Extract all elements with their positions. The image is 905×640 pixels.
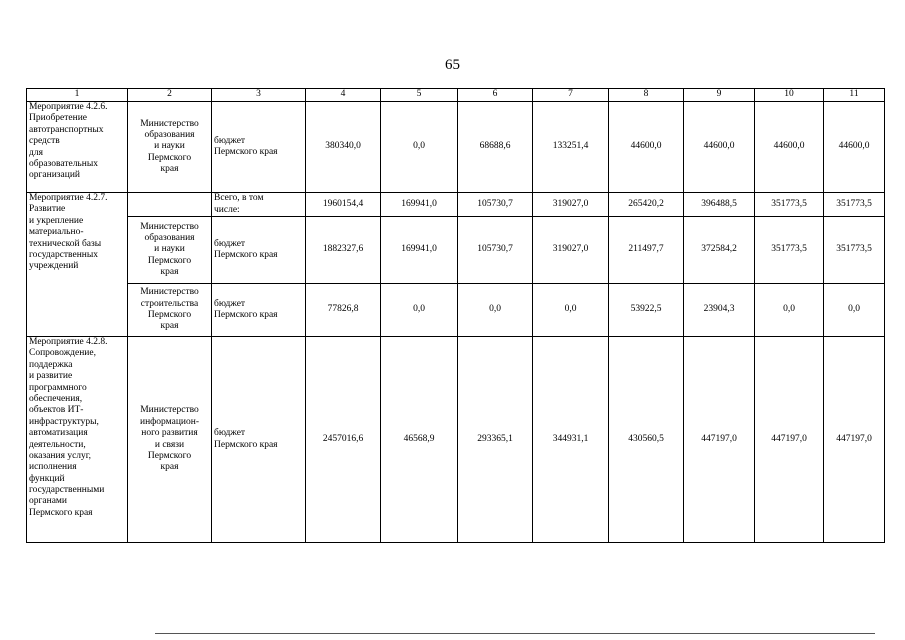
executor-cell: Министерство образования и науки Пермского края [128,102,212,193]
value-cell: 351773,5 [824,217,885,284]
value-cell: 265420,2 [609,193,684,217]
page-number: 65 [445,57,460,73]
col-header-8: 8 [609,89,684,102]
executor-cell: Министерство образования и науки Пермского края [128,217,212,284]
value-cell: 1960154,4 [306,193,381,217]
col-header-9: 9 [684,89,755,102]
value-cell: 447197,0 [684,337,755,543]
value-cell: 447197,0 [824,337,885,543]
value-cell: 105730,7 [458,193,533,217]
value-cell: 211497,7 [609,217,684,284]
source-cell: бюджет Пермского края [212,102,306,193]
value-cell: 430560,5 [609,337,684,543]
value-cell: 105730,7 [458,217,533,284]
source-cell: бюджет Пермского края [212,217,306,284]
value-cell: 344931,1 [533,337,609,543]
value-cell: 53922,5 [609,284,684,337]
value-cell: 319027,0 [533,217,609,284]
value-cell: 0,0 [824,284,885,337]
value-cell: 169941,0 [381,217,458,284]
col-header-11: 11 [824,89,885,102]
value-cell: 44600,0 [755,102,824,193]
value-cell: 2457016,6 [306,337,381,543]
col-header-10: 10 [755,89,824,102]
table-row [27,337,885,543]
value-cell: 68688,6 [458,102,533,193]
value-cell: 46568,9 [381,337,458,543]
source-cell: бюджет Пермского края [212,337,306,543]
value-cell: 169941,0 [381,193,458,217]
value-cell: 351773,5 [755,193,824,217]
value-cell: 319027,0 [533,193,609,217]
value-cell: 0,0 [381,102,458,193]
value-cell: 351773,5 [824,193,885,217]
col-header-5: 5 [381,89,458,102]
value-cell: 351773,5 [755,217,824,284]
scan-edge-line [155,633,875,634]
col-header-3: 3 [212,89,306,102]
value-cell: 77826,8 [306,284,381,337]
table-row [27,193,885,217]
activity-cell: Мероприятие 4.2.7. Развитие и укрепление материально- технической базы государственных учреждений [27,193,128,337]
header-row [27,89,885,102]
value-cell: 0,0 [533,284,609,337]
value-cell: 0,0 [755,284,824,337]
table-row [27,217,885,284]
value-cell: 44600,0 [609,102,684,193]
value-cell: 293365,1 [458,337,533,543]
executor-cell [128,193,212,217]
col-header-6: 6 [458,89,533,102]
executor-cell: Министерство информацион- ного развития и связи Пермского края [128,337,212,543]
activity-cell: Мероприятие 4.2.8. Сопровождение, поддержка и развитие программного обеспечения, объектов ИТ- инфраструктуры, автоматизация деятельности, оказания услуг, исполнения функций государственными органами Пермского края [27,337,128,543]
value-cell: 1882327,6 [306,217,381,284]
value-cell: 396488,5 [684,193,755,217]
value-cell: 23904,3 [684,284,755,337]
value-cell: 0,0 [458,284,533,337]
activity-cell: Мероприятие 4.2.6. Приобретение автотранспортных средств для образовательных организаций [27,102,128,193]
col-header-4: 4 [306,89,381,102]
value-cell: 372584,2 [684,217,755,284]
col-header-1: 1 [27,89,128,102]
value-cell: 447197,0 [755,337,824,543]
source-cell: Всего, в том числе: [212,193,306,217]
value-cell: 44600,0 [824,102,885,193]
executor-cell: Министерство строительства Пермского края [128,284,212,337]
source-cell: бюджет Пермского края [212,284,306,337]
col-header-2: 2 [128,89,212,102]
value-cell: 0,0 [381,284,458,337]
value-cell: 44600,0 [684,102,755,193]
col-header-7: 7 [533,89,609,102]
table-row [27,102,885,193]
value-cell: 380340,0 [306,102,381,193]
table-row [27,284,885,337]
budget-table [26,88,885,543]
value-cell: 133251,4 [533,102,609,193]
